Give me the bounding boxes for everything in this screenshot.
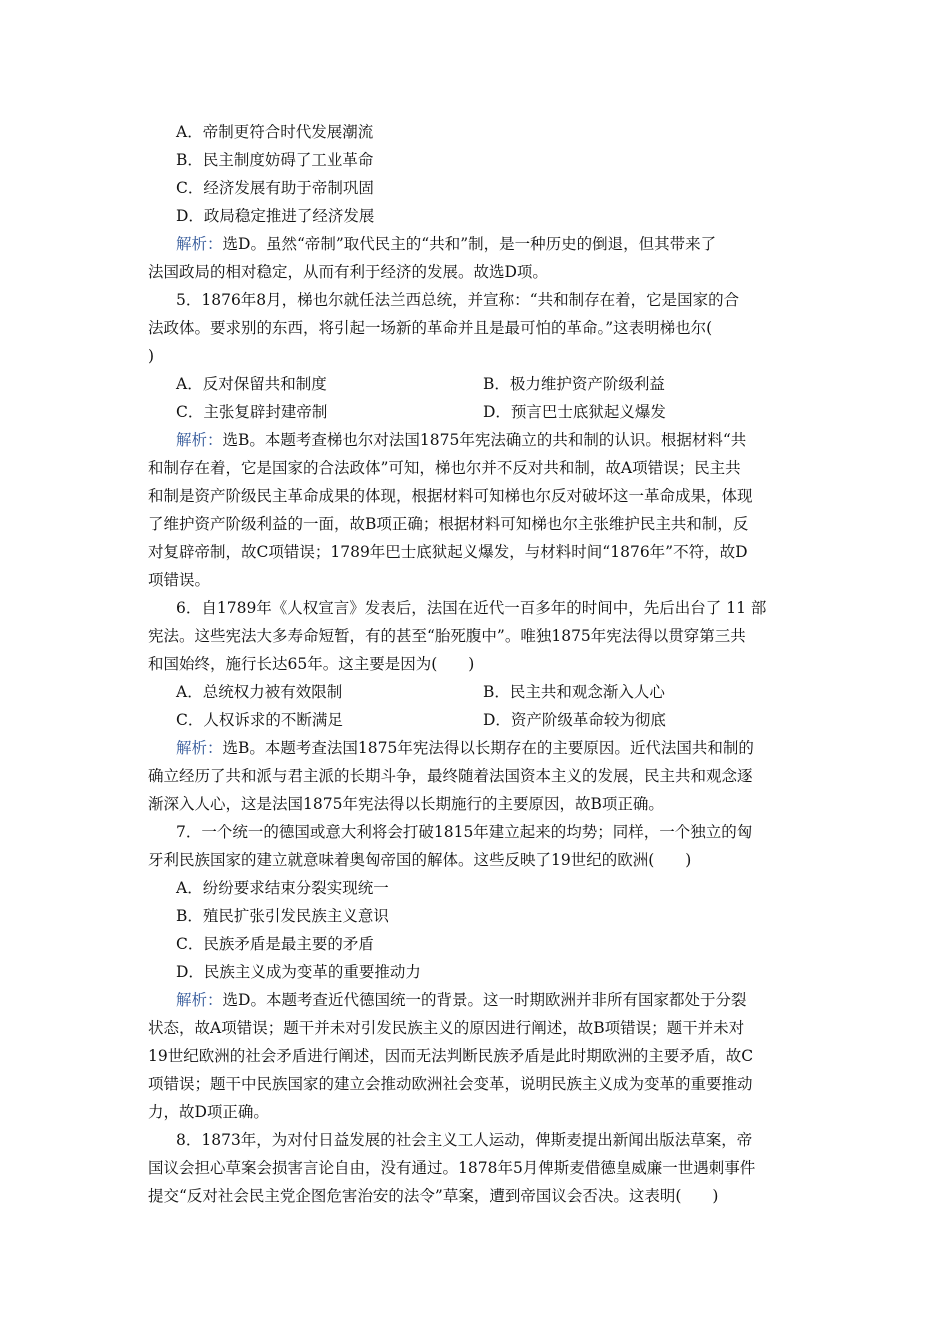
q6-analysis-line-2: 确立经历了共和派与君主派的长期斗争，最终随着法国资本主义的发展，民主共和观念逐 [148,767,753,785]
q4-option-a: A．帝制更符合时代发展潮流 [176,123,374,141]
q5-analysis-line-2: 和制存在着，它是国家的合法政体”可知，梯也尔并不反对共和制，故A项错误；民主共 [148,459,741,477]
q6-stem-line-3: 和国始终，施行长达65年。这主要是因为( ) [148,655,475,673]
q5-analysis-line-5: 对复辟帝制，故C项错误；1789年巴士底狱起义爆发，与材料时间“1876年”不符，故D [148,543,748,561]
analysis-text: 选D。本题考查近代德国统一的背景。这一时期欧洲并非所有国家都处于分裂 [222,991,747,1009]
analysis-label: 解析： [176,991,223,1009]
q6-option-c: C．人权诉求的不断满足 [176,711,343,729]
q4-option-d: D．政局稳定推进了经济发展 [176,207,375,225]
analysis-label: 解析： [176,235,223,253]
q7-stem-line-2: 牙利民族国家的建立就意味着奥匈帝国的解体。这些反映了19世纪的欧洲( ) [148,851,692,869]
q5-analysis-line-4: 了维护资产阶级利益的一面，故B项正确；根据材料可知梯也尔主张维护民主共和制，反 [148,515,749,533]
q6-option-d: D．资产阶级革命较为彻底 [483,711,666,729]
q5-analysis-line-6: 项错误。 [148,571,211,589]
q4-analysis-line-1 [176,230,836,258]
q7-stem-line-1: 7．一个统一的德国或意大利将会打破1815年建立起来的均势；同样，一个独立的匈 [176,823,753,841]
q5-option-c: C．主张复辟封建帝制 [176,403,328,421]
q5-option-d: D．预言巴士底狱起义爆发 [483,403,666,421]
q6-analysis-line-3: 渐深入人心，这是法国1875年宪法得以长期施行的主要原因，故B项正确。 [148,795,664,813]
q5-stem-line-3: ) [148,347,155,365]
q5-analysis-line-1 [176,426,836,454]
q6-stem-line-2: 宪法。这些宪法大多寿命短暂，有的甚至“胎死腹中”。唯独1875年宪法得以贯穿第三共 [148,627,746,645]
q7-option-a: A．纷纷要求结束分裂实现统一 [176,879,389,897]
q8-stem-line-2: 国议会担心草案会损害言论自由，没有通过。1878年5月俾斯麦借德皇威廉一世遇刺事件 [148,1159,756,1177]
q6-stem-line-1: 6．自1789年《人权宣言》发表后，法国在近代一百多年的时间中，先后出台了 11 部 [176,599,767,617]
q4-analysis-line-2: 法国政局的相对稳定，从而有利于经济的发展。故选D项。 [148,263,548,281]
q4-option-c: C．经济发展有助于帝制巩固 [176,179,374,197]
q7-option-d: D．民族主义成为变革的重要推动力 [176,963,421,981]
q7-analysis-line-4: 项错误；题干中民族国家的建立会推动欧洲社会变革，说明民族主义成为变革的重要推动 [148,1075,753,1093]
analysis-text: 选D。虽然“帝制”取代民主的“共和”制，是一种历史的倒退，但其带来了 [222,235,717,253]
q5-option-b: B．极力维护资产阶级利益 [483,375,665,393]
q7-analysis-line-2: 状态，故A项错误；题干并未对引发民族主义的原因进行阐述，故B项错误；题干并未对 [148,1019,745,1037]
q5-option-a: A．反对保留共和制度 [176,375,327,393]
analysis-text: 选B。本题考查法国1875年宪法得以长期存在的主要原因。近代法国共和制的 [222,739,754,757]
q6-option-b: B．民主共和观念渐入人心 [483,683,665,701]
q6-analysis-line-1 [176,734,836,762]
q8-stem-line-3: 提交“反对社会民主党企图危害治安的法令”草案，遭到帝国议会否决。这表明( ) [148,1187,719,1205]
q7-option-b: B．殖民扩张引发民族主义意识 [176,907,389,925]
q7-analysis-line-3: 19世纪欧洲的社会矛盾进行阐述，因而无法判断民族矛盾是此时期欧洲的主要矛盾，故C [148,1047,754,1065]
q4-option-b: B．民主制度妨碍了工业革命 [176,151,374,169]
analysis-label: 解析： [176,431,223,449]
q7-analysis-line-1 [176,986,836,1014]
q5-analysis-line-3: 和制是资产阶级民主革命成果的体现，根据材料可知梯也尔反对破坏这一革命成果，体现 [148,487,753,505]
q7-option-c: C．民族矛盾是最主要的矛盾 [176,935,374,953]
analysis-label: 解析： [176,739,223,757]
q8-stem-line-1: 8．1873年，为对付日益发展的社会主义工人运动，俾斯麦提出新闻出版法草案，帝 [176,1131,753,1149]
q7-analysis-line-5: 力，故D项正确。 [148,1103,269,1121]
analysis-text: 选B。本题考查梯也尔对法国1875年宪法确立的共和制的认识。根据材料“共 [222,431,747,449]
q5-stem-line-1: 5．1876年8月，梯也尔就任法兰西总统，并宣称：“共和制存在着，它是国家的合 [176,291,740,309]
q6-option-a: A．总统权力被有效限制 [176,683,343,701]
q5-stem-line-2: 法政体。要求别的东西，将引起一场新的革命并且是最可怕的革命。”这表明梯也尔( [148,319,713,337]
